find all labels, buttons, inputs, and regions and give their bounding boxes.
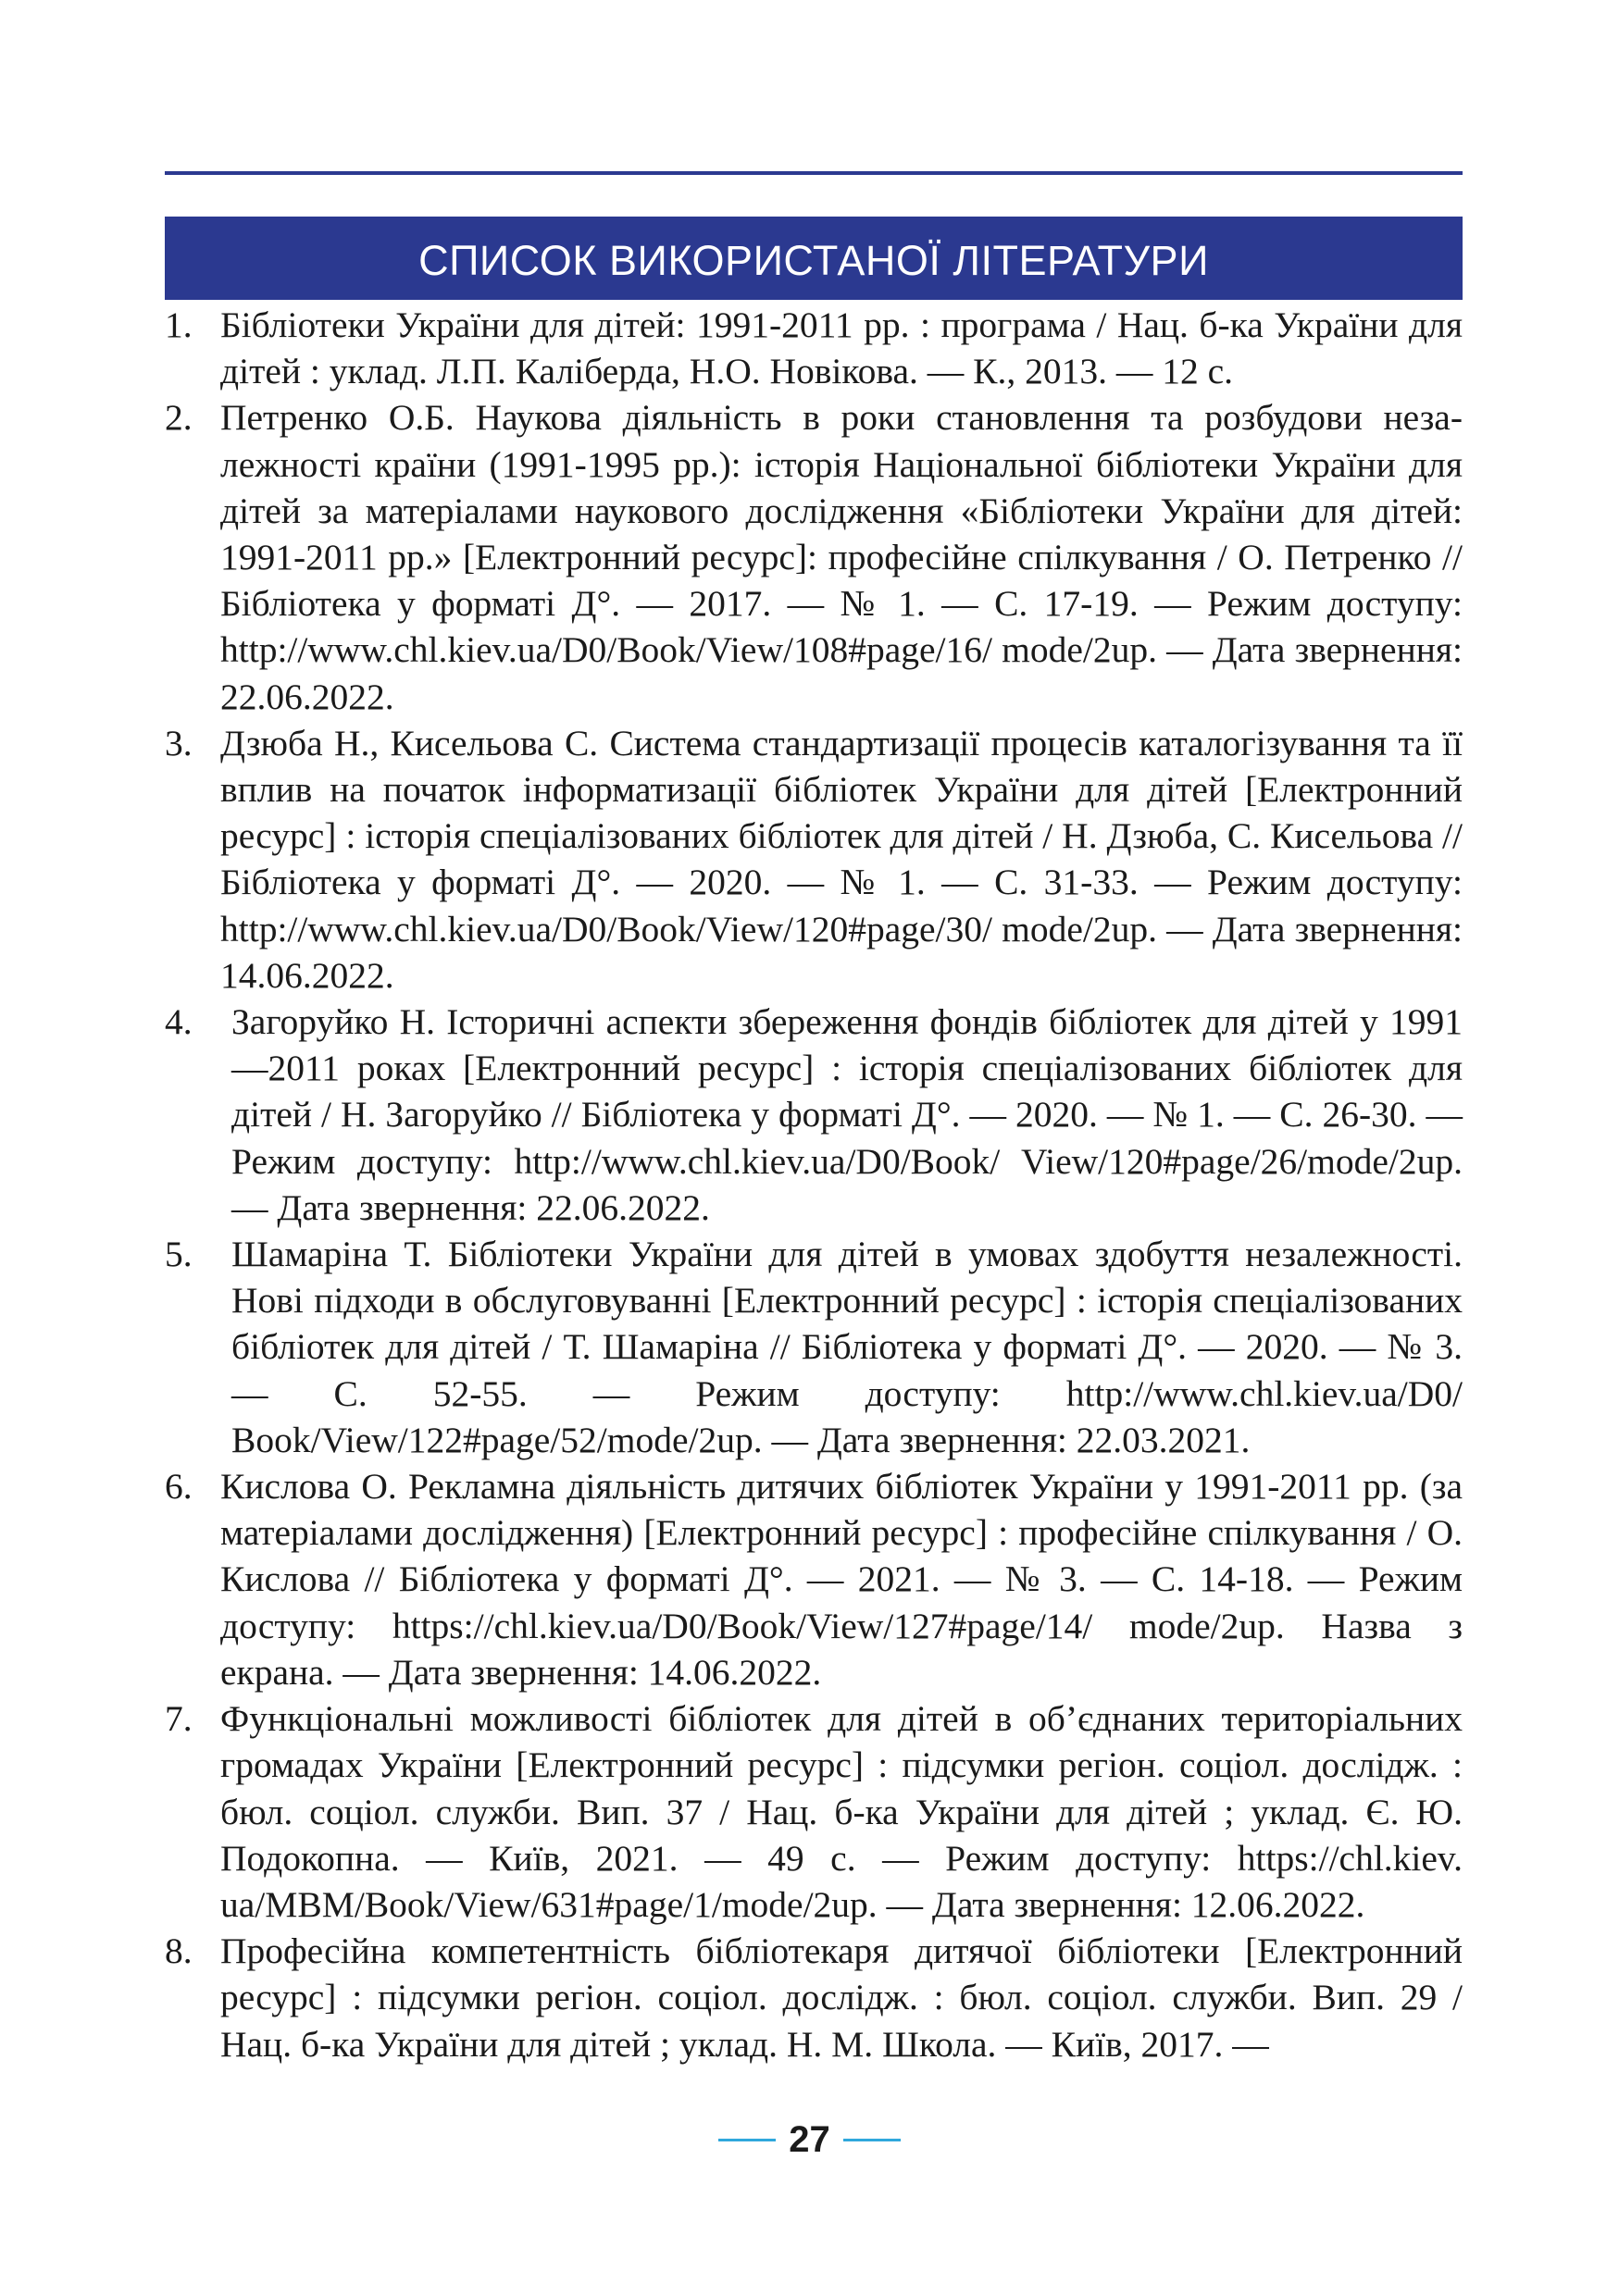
reference-item — [165, 1231, 1463, 1463]
reference-number: 1. — [165, 304, 193, 345]
page-number: 27 — [789, 2119, 830, 2160]
reference-item — [165, 1695, 1463, 1928]
footer-right-line — [843, 2139, 901, 2141]
reference-number: 3. — [165, 722, 193, 763]
reference-number: 5. — [165, 1234, 193, 1275]
reference-number: 2. — [165, 397, 193, 439]
reference-item — [165, 394, 1463, 719]
reference-text: Професійна компетентність бібліотекаря дитячої бібліотеки [Електронний ресурс] : підсумки регіон. соціол. дослідж. : бюл. соціол. служби. Вип. 29 / Нац. б-ка України для дітей ; уклад. Н. М. Школа. — Київ, 2017. — — [220, 1930, 1463, 2065]
footer-left-line — [718, 2139, 776, 2141]
section-title: СПИСОК ВИКОРИСТАНОЇ ЛІТЕРАТУРИ — [418, 236, 1209, 284]
reference-number: 7. — [165, 1698, 193, 1740]
reference-text: Дзюба Н., Кисельова С. Система стандартизації процесів каталогізування та її вплив на початок інформатизації бібліотек України для дітей [Електронний ресурс] : історія спеціалізованих бібліотек для дітей / Н. Дзюба, С. Кисельова // Бібліотека у форматі Д°. — 2020. — № 1. — С. 31-33. — Режим доступу: http://www.chl.kiev.ua/D0/Book/View/120#page/30/ mode/2up. — Дата звернення: 14.06.2022. — [220, 722, 1463, 996]
reference-number: 8. — [165, 1930, 193, 1972]
reference-item — [165, 302, 1463, 394]
section-header-band — [165, 217, 1463, 300]
reference-text: Петренко О.Б. Наукова діяльність в роки становлення та розбудови незалежності країни (1991-1995 рр.): історія Національної бібліотеки України для дітей за матеріалами наукового дослідження «Бібліотеки України для дітей: 1991-2011 рр.» [Електронний ресурс]: професійне спілкування / О. Петренко // Бібліотека у форматі Д°. — 2017. — № 1. — С. 17-19. — Режим доступу: http://www.chl.kiev.ua/D0/Book/View/108#page/16/ mode/2up. — Дата звернення: 22.06.2022. — [220, 397, 1463, 717]
reference-text: Кислова О. Рекламна діяльність дитячих бібліотек України у 1991-2011 рр. (за матеріалами дослідження) [Електронний ресурс] : професійне спілкування / О. Кислова // Бібліотека у форматі Д°. — 2021. — № 3. — С. 14-18. — Режим доступу: https://chl.kiev.ua/D0/Book/View/127#page/14/ mode/2up. Назва з екрана. — Дата звернення: 14.06.2022. — [220, 1466, 1463, 1693]
reference-item — [165, 999, 1463, 1231]
reference-text: Шамаріна Т. Бібліотеки України для дітей в умовах здобуття незалежності. Нові підходи в обслуговуванні [Електронний ресурс] : історія спеціалізованих бібліотек для дітей / Т. Шамаріна // Бібліотека у форматі Д°. — 2020. — № 3. — С. 52-55. — Режим доступу: http://www.chl.kiev.ua/D0/ Book/View/122#page/52/mode/2up. — Дата звернення: 22.03.2021. — [231, 1234, 1463, 1460]
reference-text: Бібліотеки України для дітей: 1991-2011 рр. : програма / Нац. б-ка України для дітей : уклад. Л.П. Каліберда, Н.О. Новікова. — К., 2013. — 12 с. — [220, 304, 1463, 392]
reference-number: 4. — [165, 1001, 193, 1043]
reference-text: Загоруйко Н. Історичні аспекти збереження фондів бібліотек для дітей у 1991—2011 роках [Електронний ресурс] : історія спеціалізованих бібліотек для дітей / Н. Загоруйко // Бібліотека у форматі Д°. — 2020. — № 1. — С. 26-30. — Режим доступу: http://www.chl.kiev.ua/D0/Book/ View/120#page/26/mode/2up. — Дата звернення: 22.06.2022. — [231, 1001, 1463, 1228]
reference-list — [165, 302, 1463, 2067]
reference-item — [165, 1463, 1463, 1695]
page-footer — [0, 2119, 1619, 2160]
reference-text: Функціональні можливості бібліотек для дітей в об’єднаних територіальних громадах України [Електронний ресурс] : підсумки регіон. соціол. дослідж. : бюл. соціол. служби. Вип. 37 / Нац. б-ка України для дітей ; уклад. Є. Ю. Подокопна. — Київ, 2021. — 49 с. — Режим доступу: https://chl.kiev. ua/MBM/Book/View/631#page/1/mode/2up. — Дата звернення: 12.06.2022. — [220, 1698, 1463, 1925]
reference-item — [165, 1928, 1463, 2067]
reference-number: 6. — [165, 1466, 193, 1508]
top-rule — [165, 171, 1463, 175]
reference-item — [165, 720, 1463, 999]
